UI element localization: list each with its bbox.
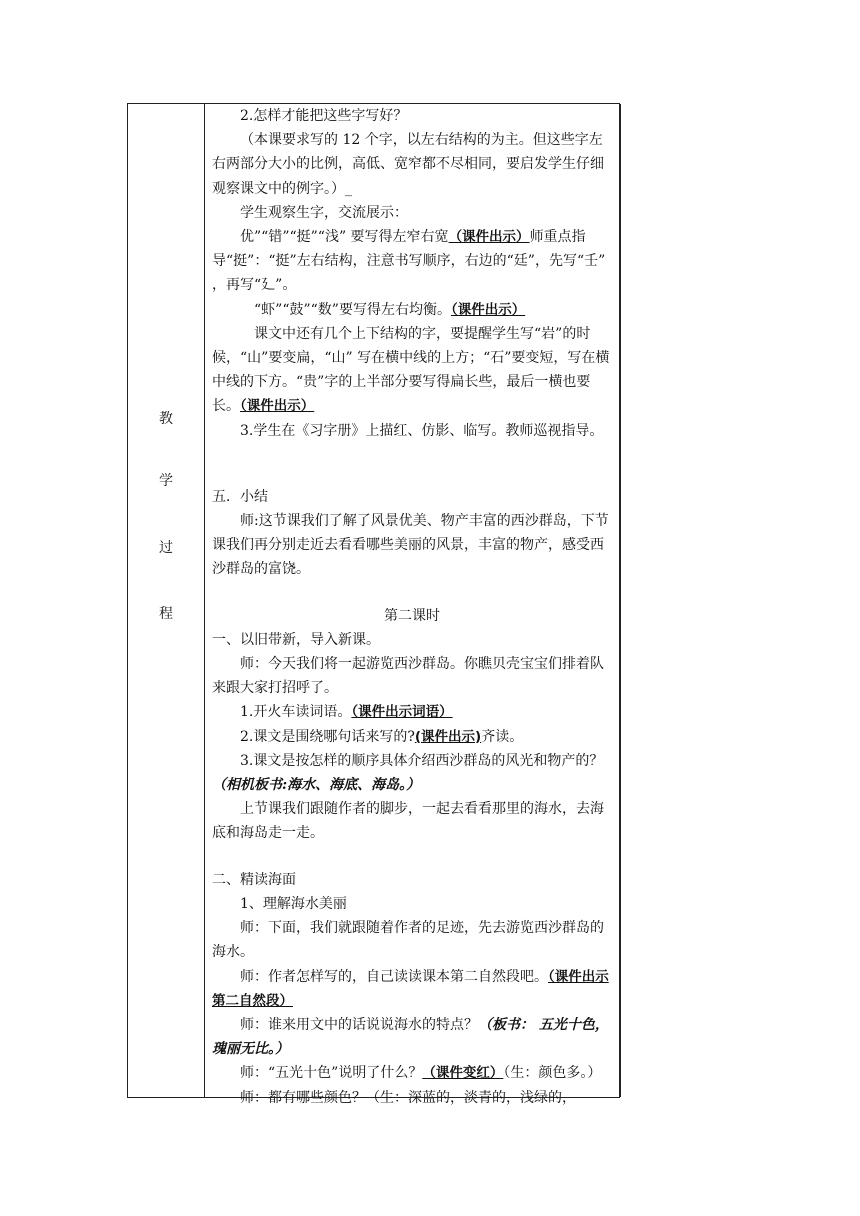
paragraph — [212, 298, 612, 322]
text: 师：谁来用文中的话说说海水的特点？ — [240, 1016, 478, 1033]
courseware-note: （课件出示） — [448, 229, 530, 246]
section-heading: 一、以旧带新，导入新课。 — [212, 631, 380, 648]
board-note: （板书： 五光十色，瑰丽无比。） — [212, 1016, 609, 1058]
paragraph: 师：下面，我们就跟随着作者的足迹，先去游览西沙群岛的海水。 — [212, 920, 604, 961]
paragraph — [212, 749, 612, 797]
paragraph — [212, 1013, 612, 1061]
courseware-note: (课件出示) — [414, 728, 482, 745]
label-char: 过 — [159, 540, 173, 556]
paragraph — [212, 965, 612, 1013]
section-label-column — [128, 104, 204, 1097]
lesson-content — [212, 104, 612, 1110]
board-note: （相机板书:海水、海底、海岛。） — [212, 777, 421, 794]
text: 师：“五光十色”说明了什么？ — [240, 1065, 423, 1082]
text: 课文中还有几个上下结构的字，要提醒学生写“岩”的时候，“山”要变扁，“山” 写在横中线的上方；“石”要变短，写在横中线的下方。“贵”字的上半部分要写得扁长些，最后一横也要长。 — [212, 325, 610, 415]
paragraph — [212, 725, 612, 749]
paragraph — [212, 700, 612, 724]
paragraph: （本课要求写的 12 个字，以左右结构的为主。但这些字左右两部分大小的比例，高低、宽窄都不尽相同，要启发学生仔细观察课文中的例字。）_ — [212, 132, 604, 197]
text: 师：作者怎样写的，自己读读课本第二自然段吧。 — [240, 968, 548, 985]
courseware-note: （课件出示第二自然段） — [212, 968, 609, 1009]
courseware-note: （课件出示词语） — [351, 704, 453, 721]
courseware-note: （课件出示） — [240, 398, 315, 415]
paragraph: 2.怎样才能把这些字写好？ — [240, 108, 408, 124]
paragraph: 师：今天我们将一起游览西沙群岛。你瞧贝壳宝宝们排着队来跟大家打招呼了。 — [212, 656, 604, 697]
courseware-note: （课件出示） — [450, 301, 526, 318]
paragraph — [212, 322, 612, 419]
paragraph: 3.学生在《习字册》上描红、仿影、临写。教师巡视指导。 — [240, 422, 604, 439]
text: 优”“错”“挺”“浅” 要写得左窄右宽 — [240, 229, 449, 246]
text: 齐读。 — [481, 728, 524, 745]
paragraph: 上节课我们跟随作者的脚步，一起去看看那里的海水，去海底和海岛走一走。 — [212, 801, 604, 842]
label-char: 教 — [159, 411, 173, 427]
text: 3.课文是按怎样的顺序具体介绍西沙群岛的风光和物产的？ — [240, 752, 604, 769]
paragraph: 师:这节课我们了解了风景优美、物产丰富的西沙群岛，下节课我们再分别走近去看看哪些美丽的风景，丰富的物产，感受西沙群岛的富饶。 — [212, 513, 609, 578]
text: （生：颜色多。） — [503, 1065, 602, 1082]
text: 1.开火车读词语。 — [240, 704, 352, 721]
paragraph: 师：都有哪些颜色？（生：深蓝的，淡青的，浅绿的， — [240, 1089, 576, 1106]
sub-heading: 1、理解海水美丽 — [240, 895, 347, 912]
column-divider — [204, 104, 205, 1097]
section-heading: 五．小结 — [212, 488, 268, 505]
text: “虾”“鼓”“数”要写得左右均衡。 — [254, 301, 451, 318]
label-char: 程 — [159, 606, 173, 622]
text: 师重点指导“挺”：“挺”左右结构，注意书写顺序，右边的“廷”，先写“壬” ，再写“廴”。 — [212, 229, 606, 294]
section-heading: 二、精读海面 — [212, 871, 296, 888]
label-char: 学 — [159, 473, 173, 489]
courseware-note: （课件变红） — [422, 1065, 504, 1082]
text: 2.课文是围绕哪句话来写的? — [240, 728, 415, 745]
paragraph — [212, 225, 612, 298]
paragraph: 学生观察生字，交流展示： — [240, 204, 408, 221]
paragraph — [212, 1061, 612, 1085]
lesson-title: 第二课时 — [384, 607, 440, 624]
column-divider — [620, 104, 621, 1097]
